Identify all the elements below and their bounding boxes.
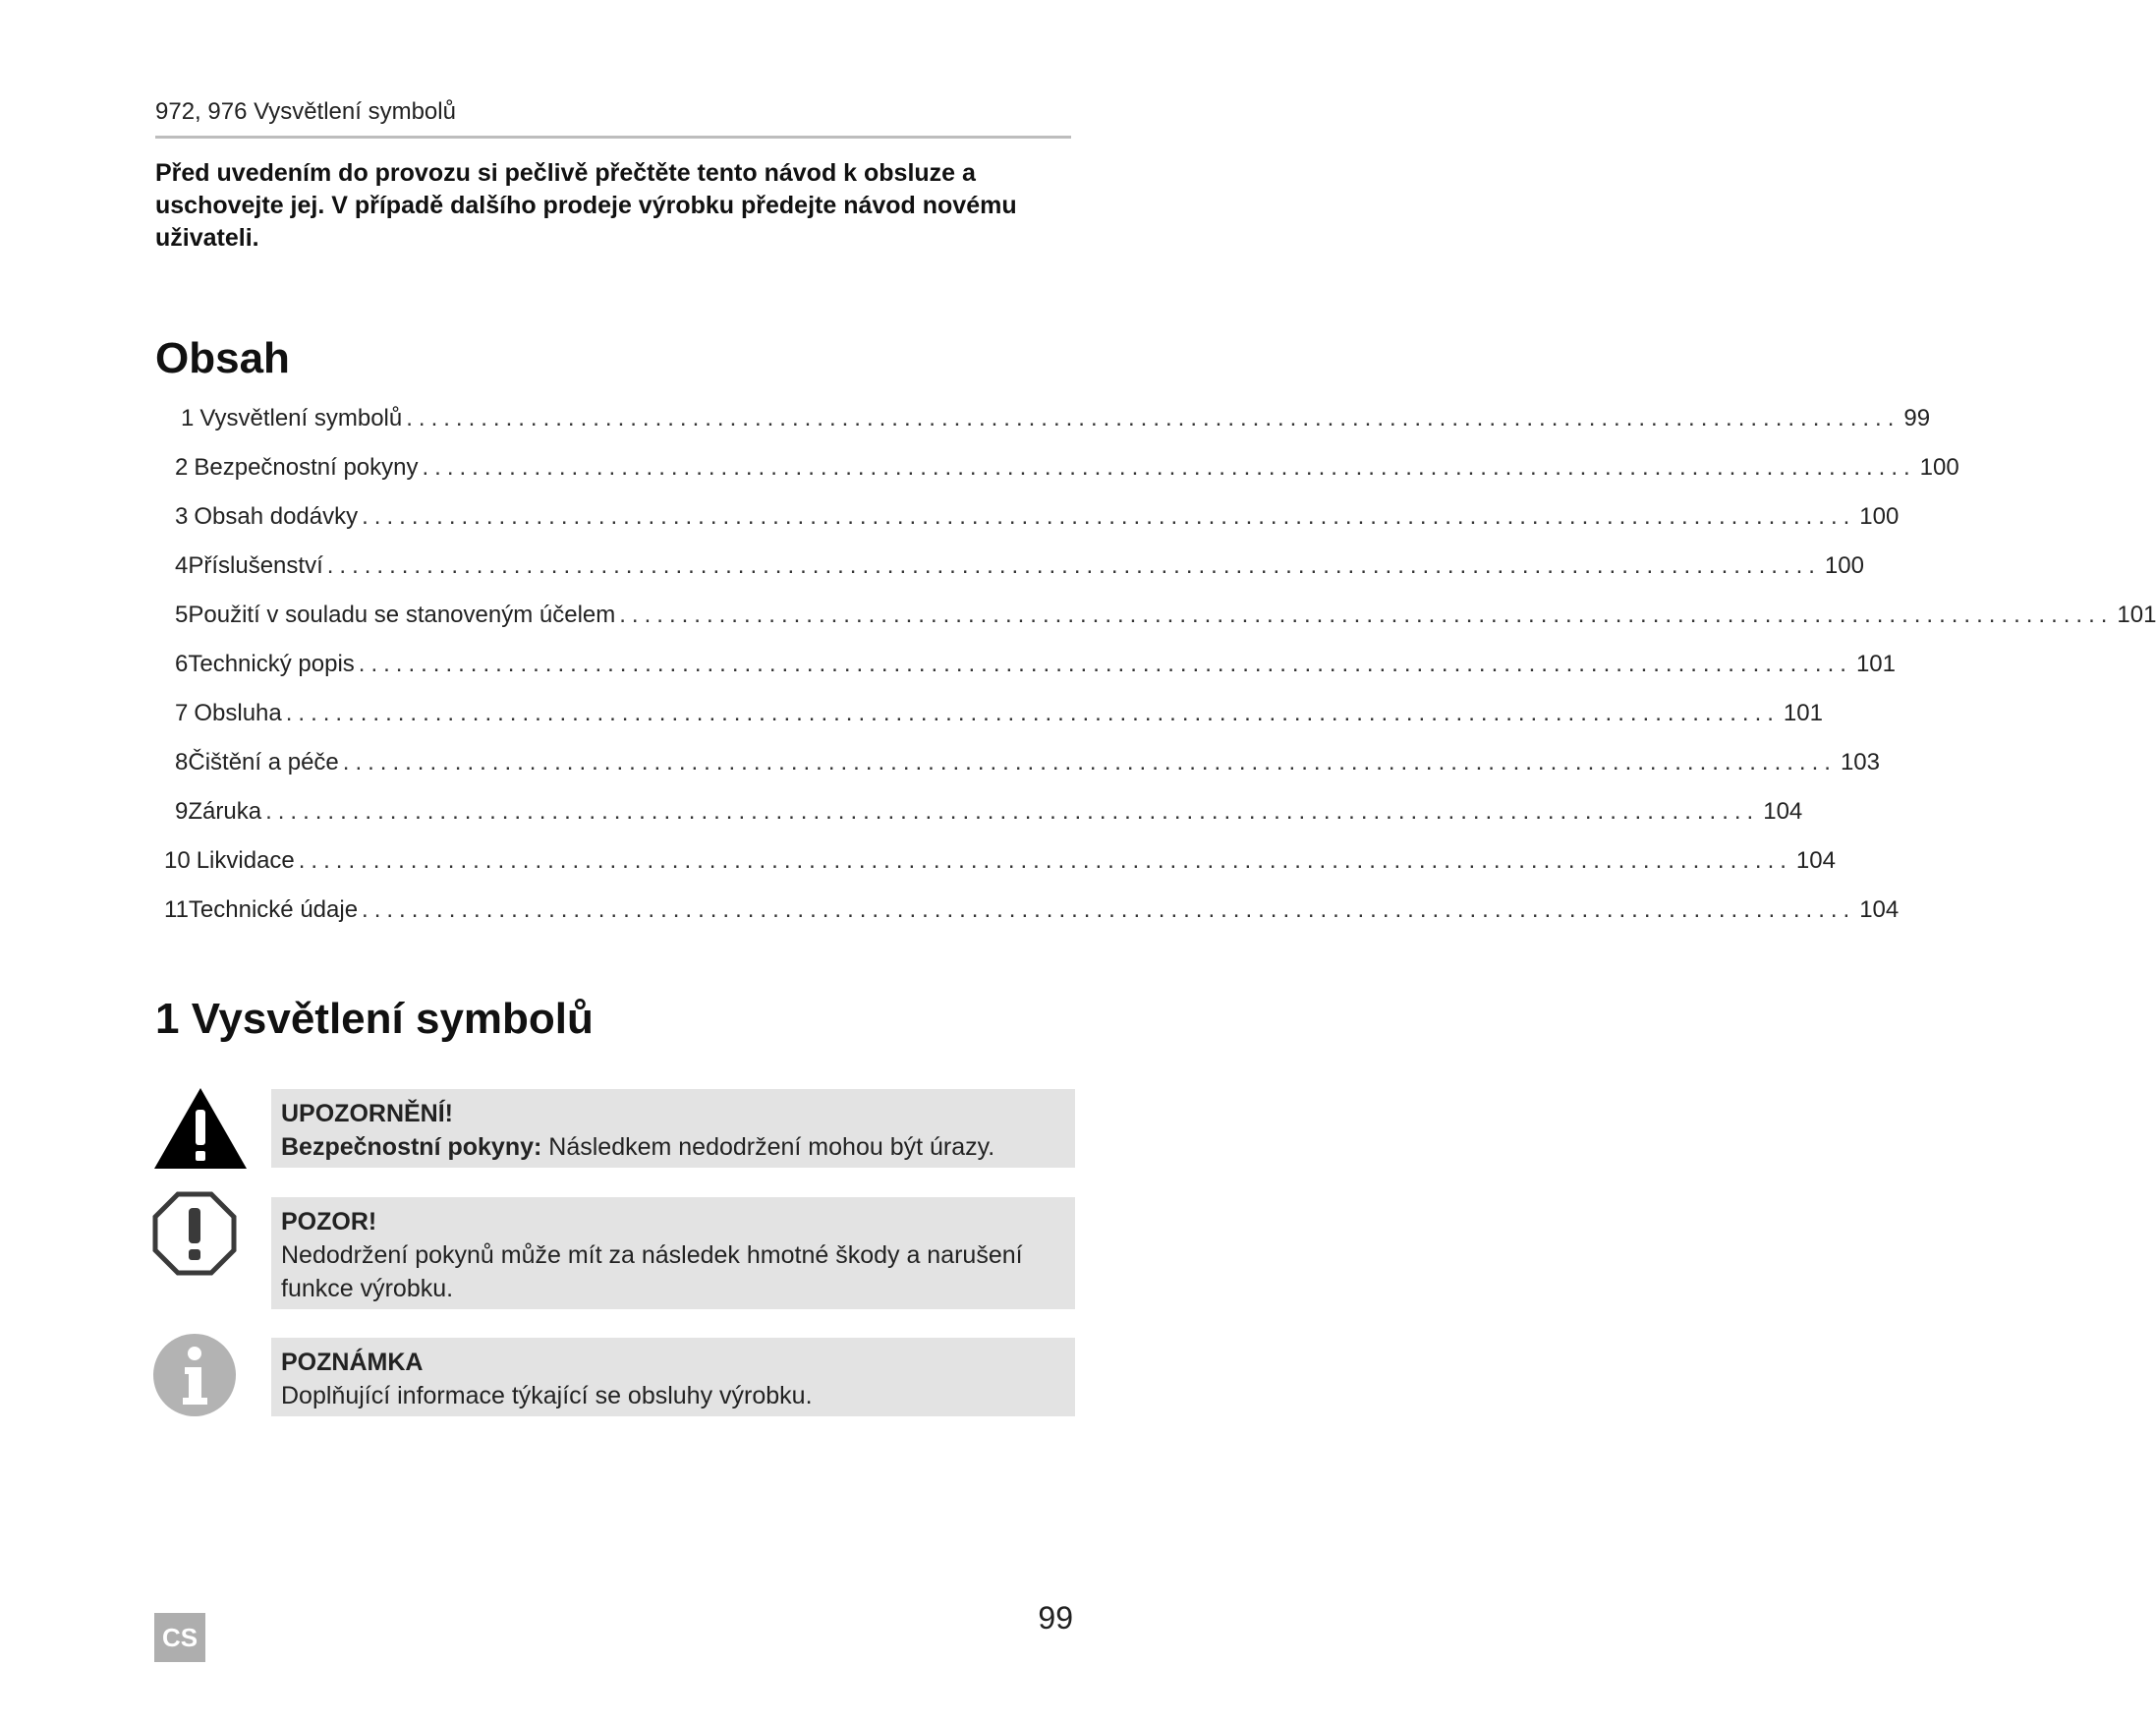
intro-text: Před uvedením do provozu si pečlivě přečtěte tento návod k obsluze a uschovejte jej. V případě dalšího prodeje výrobku předejte návod novému uživateli. [155, 159, 1017, 252]
info-circle-icon [152, 1333, 237, 1422]
toc-entry-page: 101 [1855, 651, 1896, 677]
toc-entry-title: Technický popis [188, 651, 355, 677]
language-badge: CS [154, 1613, 205, 1662]
toc-entry-page: 104 [1795, 847, 1836, 874]
toc-entry[interactable] [164, 892, 1900, 928]
toc-entry-title: Technické údaje [188, 896, 359, 923]
toc-entry[interactable] [175, 745, 1880, 780]
toc-entry-number: 8 [175, 749, 189, 776]
toc-entry-title: Obsah dodávky [194, 503, 359, 530]
toc-entry[interactable] [175, 794, 1803, 830]
warning-notice [271, 1089, 1075, 1168]
toc-entry-page: 103 [1840, 749, 1880, 776]
toc-entry-title: Příslušenství [188, 552, 323, 579]
caution-notice [271, 1197, 1075, 1309]
octagon-exclamation-icon [152, 1191, 237, 1281]
toc-entry-page: 101 [1783, 700, 1823, 726]
toc-entry-title: Likvidace [196, 847, 295, 874]
toc-entry[interactable] [175, 499, 1900, 535]
toc-leader-dots: ........................................................................................................................ [619, 602, 2114, 628]
toc-heading: Obsah [155, 334, 290, 382]
toc-entry-title: Bezpečnostní pokyny [194, 454, 419, 481]
toc-entry[interactable] [164, 843, 1836, 879]
toc-entry-number: 4 [175, 552, 189, 579]
toc-entry[interactable] [175, 647, 1896, 682]
notice-text: Následkem nedodržení mohou být úrazy. [541, 1133, 995, 1161]
toc-entry-number: 3 [175, 503, 189, 530]
toc-entry-page: 99 [1903, 405, 1931, 431]
toc-entry-page: 100 [1919, 454, 1959, 481]
note-notice [271, 1338, 1075, 1416]
toc-entry-page: 100 [1824, 552, 1864, 579]
toc-entry-page: 104 [1859, 896, 1900, 923]
toc-entry-number: 5 [175, 602, 189, 628]
section-heading: 1 Vysvětlení symbolů [155, 995, 594, 1043]
notice-text: Nedodržení pokynů může mít za následek hmotné škody a narušení funkce výrobku. [281, 1241, 1023, 1302]
toc-entry-number: 1 [181, 405, 195, 431]
toc-entry[interactable] [175, 696, 1823, 731]
notice-title: POZNÁMKA [281, 1349, 424, 1376]
toc-leader-dots: ........................................................................................................................ [342, 749, 1837, 776]
toc-entry-title: Použití v souladu se stanoveným účelem [188, 602, 616, 628]
notice-title: POZOR! [281, 1208, 377, 1236]
toc-entry-page: 101 [2117, 602, 2156, 628]
toc-leader-dots: ........................................................................................................................ [326, 552, 1821, 579]
page-number: 99 [1038, 1600, 1073, 1636]
toc-entry-page: 100 [1859, 503, 1900, 530]
toc-entry[interactable] [175, 450, 1959, 486]
toc-entry-number: 11 [164, 896, 189, 923]
toc-entry-title: Vysvětlení symbolů [199, 405, 403, 431]
toc-leader-dots: ........................................................................................................................ [406, 405, 1901, 431]
toc-leader-dots: ........................................................................................................................ [358, 651, 1852, 677]
toc-entry-number: 2 [175, 454, 189, 481]
toc-leader-dots: ........................................................................................................................ [362, 896, 1856, 923]
toc-entry-title: Obsluha [194, 700, 282, 726]
toc-entry-number: 7 [175, 700, 189, 726]
toc-leader-dots: ........................................................................................................................ [422, 454, 1916, 481]
notice-text: Doplňující informace týkající se obsluhy výrobku. [281, 1382, 813, 1409]
toc-entry-number: 10 [164, 847, 191, 874]
notice-lead: Bezpečnostní pokyny: [281, 1133, 542, 1161]
toc-leader-dots: ........................................................................................................................ [298, 847, 1792, 874]
toc-leader-dots: ........................................................................................................................ [265, 798, 1760, 825]
page-header: 972, 976 Vysvětlení symbolů [155, 98, 1071, 139]
toc-entry[interactable] [181, 401, 1931, 436]
toc-entry[interactable] [175, 548, 1864, 584]
toc-entry-page: 104 [1763, 798, 1803, 825]
toc-entry-number: 6 [175, 651, 189, 677]
toc-entry-number: 9 [175, 798, 189, 825]
toc-entry[interactable] [175, 598, 2156, 633]
toc-leader-dots: ........................................................................................................................ [285, 700, 1780, 726]
toc-entry-title: Záruka [188, 798, 262, 825]
warning-triangle-icon [152, 1086, 249, 1176]
notice-title: UPOZORNĚNÍ! [281, 1100, 453, 1127]
toc-entry-title: Čištění a péče [188, 749, 339, 776]
toc-leader-dots: ........................................................................................................................ [362, 503, 1856, 530]
